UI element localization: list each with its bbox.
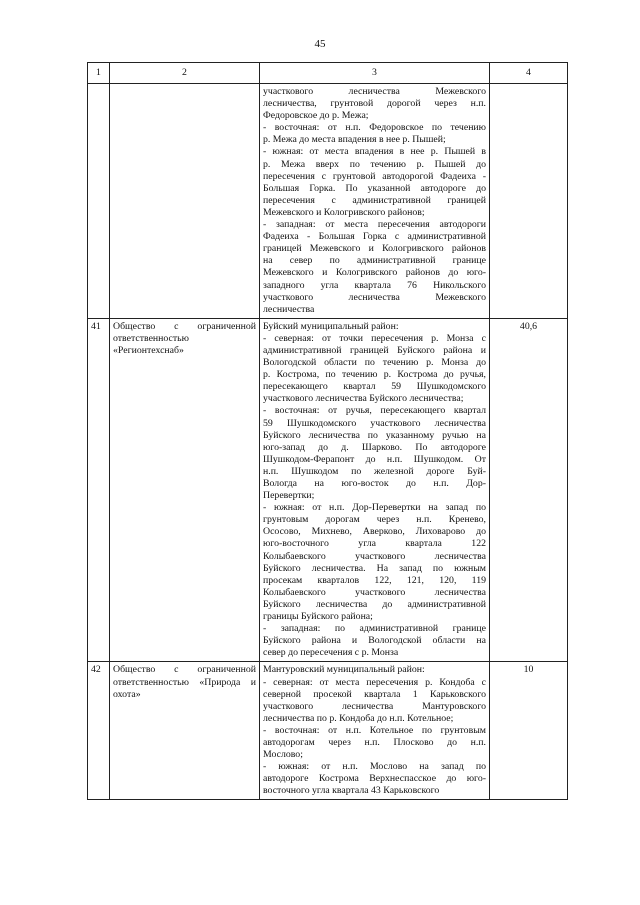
description-line: р. Кострома, по течению р. Кострома до ручья,	[263, 369, 486, 381]
description-line: пересечения с административной границей	[263, 194, 486, 206]
organization-line: «Регионтехснаб»	[113, 344, 184, 356]
description-line: - южная: от места впадения в нее р. Пышей в	[263, 146, 486, 158]
description-line: - южная: от н.п. Мослово на запад по	[263, 761, 486, 773]
description-line: западного угла квартала 76 Никольского	[263, 279, 486, 291]
row-number-cell: 41	[88, 318, 110, 662]
description-line: н.п. Шушкодом по железной дороге Буй-	[263, 465, 486, 477]
description-line: автодорогам через н.п. Плосково до н.п.	[263, 736, 486, 748]
description-line: Вологда на юго-восток до н.п. Дор-	[263, 478, 486, 489]
description-line: - западная: по административной границе	[263, 623, 486, 635]
description-line: Большая Горка. По указанной автодороге до	[263, 182, 486, 194]
table-row	[88, 662, 568, 800]
row-number-cell: 42	[88, 662, 110, 800]
organization-line: Общество с ограниченной	[113, 320, 256, 332]
description-line: участкового лесничества Буйского лесничества;	[263, 393, 464, 405]
description-line: 59 Шушкодомского участкового лесничества	[263, 417, 486, 429]
description-line: участкового лесничества Межевского	[263, 86, 486, 97]
description-line: - южная: от н.п. Дор-Перевертки на запад по	[263, 502, 486, 514]
page-number: 45	[314, 38, 326, 50]
description-line: административной границей Буйского района и	[263, 344, 486, 356]
description-line: участкового лесничества Мантуровского	[263, 700, 486, 712]
row-number-cell	[88, 84, 110, 319]
description-line: - северная: от точки пересечения р. Монза с	[263, 332, 486, 344]
organization-cell	[110, 662, 260, 800]
description-line: Перевертки;	[263, 490, 315, 502]
description-line: Буйского лесничества до административной	[263, 598, 486, 610]
table-header-row	[88, 63, 568, 84]
boundary-description-cell	[260, 318, 490, 662]
description-line: Фадеиха - Большая Горка с административной	[263, 231, 486, 243]
organization-cell	[110, 84, 260, 319]
header-cell: 2	[110, 63, 260, 84]
description-line: юго-запад до д. Шарково. По автодороге	[263, 441, 486, 453]
organization-line: Общество с ограниченной	[113, 664, 256, 676]
description-line: Колыбаевского участкового лесничества	[263, 586, 486, 598]
description-line: юго-восточного угла квартала 122	[263, 538, 486, 550]
description-line: границей Межевского и Кологривского районов	[263, 243, 486, 255]
description-line: - западная: от места пересечения автодороги	[263, 219, 486, 231]
description-line: лесничества по р. Кондоба до н.п. Котельное;	[263, 712, 454, 724]
description-line: просекам кварталов 122, 121, 120, 119	[263, 574, 486, 586]
organization-line: охота»	[113, 688, 141, 700]
description-line: Буйского лесничества. На запад по южным	[263, 562, 486, 574]
description-line: Буйский муниципальный район:	[263, 320, 399, 332]
header-cell: 3	[260, 63, 490, 84]
boundary-description-cell	[260, 662, 490, 800]
description-line: Межевского и Кологривского районов;	[263, 206, 425, 218]
description-line: Шушкодом-Ферапонт до н.п. Шушкодом. От	[263, 453, 486, 465]
description-line: автодороге Кострома Верхнеспасское до юго-	[263, 773, 486, 785]
description-line: участкового лесничества Межевского	[263, 291, 486, 303]
table-row	[88, 318, 568, 662]
description-line: границы Буйского района;	[263, 611, 373, 623]
description-line: р. Межа вверх по течению р. Пышей до	[263, 158, 486, 170]
area-value-cell	[490, 84, 568, 319]
description-line: лесничества, грунтовой дорогой через н.п.	[263, 98, 486, 110]
description-line: р. Межа до места впадения в нее р. Пышей;	[263, 134, 446, 146]
description-line: Федоровское до р. Межа;	[263, 110, 369, 122]
description-line: пересекающего квартал 59 Шушкодомского	[263, 381, 486, 393]
description-line: лесничества	[263, 303, 315, 315]
organization-line: ответственностью «Природа и	[113, 676, 256, 688]
header-cell: 4	[490, 63, 568, 84]
description-line: - восточная: от н.п. Котельное по грунтовым	[263, 724, 486, 736]
description-line: Вологодской области по течению р. Монза до	[263, 357, 486, 369]
description-line: - восточная: от н.п. Федоровское по течению	[263, 122, 486, 134]
organization-cell	[110, 318, 260, 662]
description-line: Мантуровский муниципальный район:	[263, 664, 425, 676]
description-line: север до пересечения с р. Монза	[263, 647, 399, 659]
area-value-cell: 10	[490, 662, 568, 800]
description-line: на север по административной границе	[263, 255, 486, 267]
description-line: Буйского района и Вологодской области на	[263, 635, 486, 647]
description-line: пересечения с грунтовой автодорогой Фадеиха -	[263, 170, 486, 182]
description-line: восточного угла квартала 43 Карьковского	[263, 785, 440, 797]
description-line: - восточная: от ручья, пересекающего квартал	[263, 405, 486, 417]
description-line: северной просекой квартала 1 Карьковского	[263, 688, 486, 700]
description-line: грунтовым дорогам через н.п. Кренево,	[263, 514, 486, 526]
organization-line: ответственностью	[113, 332, 189, 344]
description-line: - северная: от места пересечения р. Кондоба с	[263, 676, 486, 688]
boundary-description-cell	[260, 84, 490, 319]
description-line: Мослово;	[263, 749, 303, 761]
document-table	[87, 62, 568, 800]
description-line: Буйского лесничества по указанному ручью на	[263, 429, 486, 441]
description-line: Ососово, Михнево, Аверково, Лиховарово до	[263, 526, 486, 538]
description-line: Межевского и Кологривского районов до юго-	[263, 267, 486, 279]
area-value-cell: 40,6	[490, 318, 568, 662]
description-line: Колыбаевского участкового лесничества	[263, 550, 486, 562]
header-cell: 1	[88, 63, 110, 84]
table-row	[88, 84, 568, 319]
